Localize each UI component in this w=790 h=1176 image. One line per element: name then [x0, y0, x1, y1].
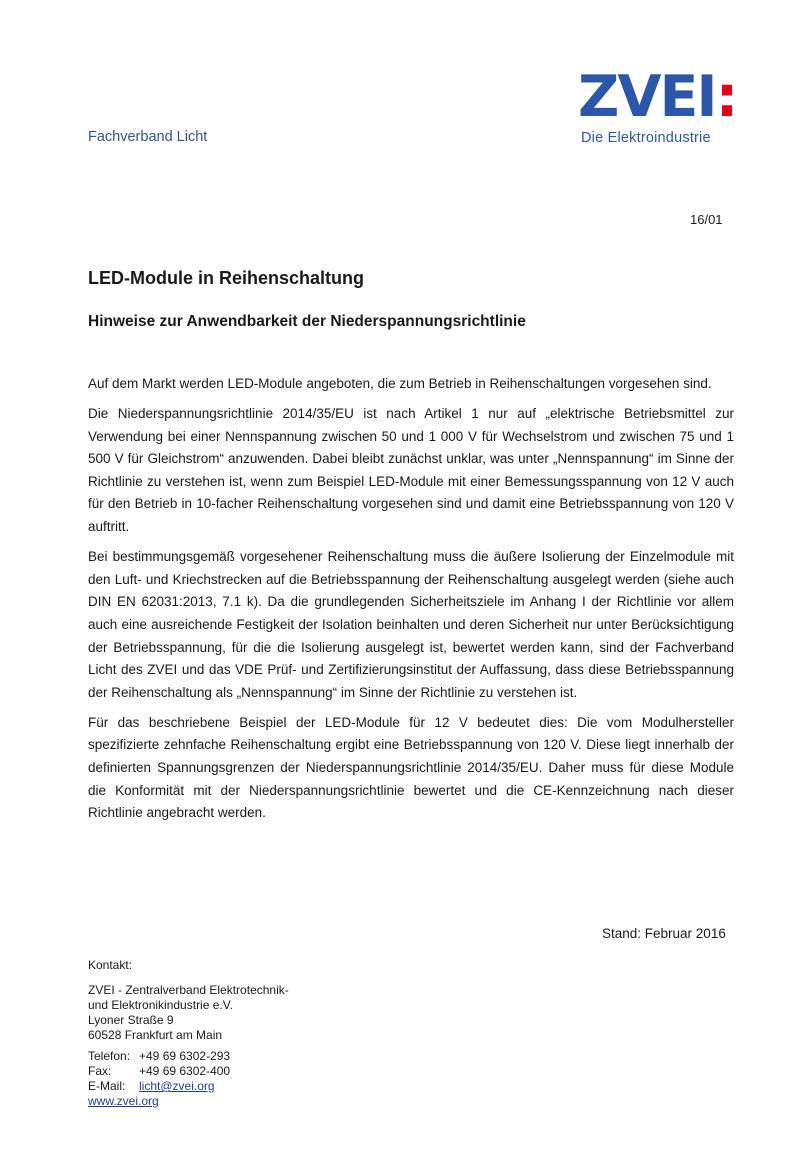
contact-heading: Kontakt: — [88, 958, 133, 972]
document-number: 16/01 — [690, 212, 723, 227]
email-label: E-Mail: — [88, 1079, 126, 1093]
paragraph: Bei bestimmungsgemäß vorgesehener Reihenschaltung muss die äußere Isolierung der Einzelmodule mit den Luft- und Kriechstrecken auf die Betriebsspannung der Reihenschaltung ausgelegt werden (siehe auch DIN EN 62031:2013, 7.1 k). Da die grundlegenden Sicherheitsziele im Anhang I der Richtlinie vor allem auch eine ausreichende Festigkeit der Isolation beinhalten und deren Sicherheit nur unter Berücksichtigung der Betriebsspannung, für die die Isolierung ausgelegt ist, bewertet werden kann, sind der Fachverband Licht des ZVEI und das VDE Prüf- und Zertifizierungsinstitut der Auffassung, dass diese Betriebsspannung der Reihenschaltung als „Nennspannung“ im Sinne der Richtlinie zu verstehen ist. — [88, 549, 734, 700]
document-subtitle: Hinweise zur Anwendbarkeit der Niederspannungsrichtlinie — [88, 313, 526, 330]
contact-block — [88, 958, 289, 1109]
paragraph: Die Niederspannungsrichtlinie 2014/35/EU ist nach Artikel 1 nur auf „elektrische Betriebsmittel zur Verwendung bei einer Nennspannung zwischen 50 und 1 000 V für Wechselstrom und zwischen 75 und 1 500 V für Gleichstrom“ anzuwenden. Dabei bleibt zunächst unklar, was unter „Nennspannung“ im Sinne der Richtlinie zu verstehen ist, wenn zum Beispiel LED-Module mit einer Bemessungsspannung von 12 V auch für den Betrieb in 10-facher Reihenschaltung vorgesehen sind und damit eine Betriebsspannung von 120 V auftritt. — [88, 406, 734, 535]
logo-colon: : — [715, 64, 737, 130]
email-link[interactable]: licht@zvei.org — [139, 1079, 215, 1093]
street-address: Lyoner Straße 9 — [88, 1013, 174, 1027]
org-name-line1: ZVEI - Zentralverband Elektrotechnik- — [88, 983, 289, 997]
fax-row — [88, 1064, 289, 1079]
phone-row — [88, 1049, 289, 1064]
email-row — [88, 1079, 289, 1094]
body-text — [88, 373, 734, 832]
date-stamp: Stand: Februar 2016 — [602, 926, 726, 941]
paragraph: Für das beschriebene Beispiel der LED-Module für 12 V bedeutet dies: Die vom Modulhersteller spezifizierte zehnfache Reihenschaltung ergibt eine Betriebsspannung von 120 V. Diese liegt innerhalb der definierten Spannungsgrenzen der Niederspannungsrichtlinie 2014/35/EU. Daher muss für diese Module die Konformität mit der Niederspannungsrichtlinie bewertet und die CE-Kennzeichnung nach dieser Richtlinie angebracht werden. — [88, 714, 734, 821]
website-link[interactable]: www.zvei.org — [88, 1094, 159, 1108]
org-name-line2: und Elektronikindustrie e.V. — [88, 998, 233, 1012]
logo-wordmark — [578, 66, 746, 128]
fax-label: Fax: — [88, 1064, 112, 1078]
phone-label: Telefon: — [88, 1049, 131, 1063]
paragraph: Auf dem Markt werden LED-Module angeboten, die zum Betrieb in Reihenschaltungen vorgesehen sind. — [88, 376, 712, 391]
website-row — [88, 1094, 289, 1109]
fax-value: +49 69 6302-400 — [139, 1064, 231, 1078]
department-label: Fachverband Licht — [88, 129, 208, 145]
logo-subtitle: Die Elektroindustrie — [581, 130, 711, 146]
phone-value: +49 69 6302-293 — [139, 1049, 231, 1063]
logo-text: ZVEI — [578, 64, 716, 130]
document-title: LED-Module in Reihenschaltung — [88, 268, 365, 288]
city-address: 60528 Frankfurt am Main — [88, 1028, 223, 1042]
zvei-logo — [578, 66, 746, 150]
